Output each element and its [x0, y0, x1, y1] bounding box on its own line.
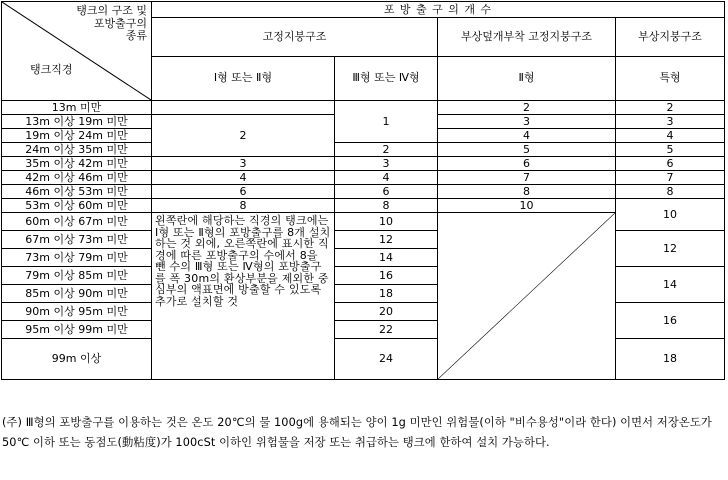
- diameter-cell: 99m 이상: [2, 339, 152, 380]
- diameter-cell: 60m 이상 67m 미만: [2, 213, 152, 231]
- header-subtype-3: Ⅱ형: [438, 56, 616, 100]
- value-cell: 3: [616, 115, 725, 129]
- value-cell: 8: [616, 185, 725, 199]
- diameter-cell: 79m 이상 85m 미만: [2, 267, 152, 285]
- value-cell: 14: [616, 267, 725, 303]
- diameter-cell: 35m 이상 42m 미만: [2, 157, 152, 171]
- value-cell: 18: [335, 285, 438, 303]
- diameter-cell: 13m 이상 19m 미만: [2, 115, 152, 129]
- diagonal-line: [438, 213, 615, 379]
- header-title: 포 방 출 구 의 개 수: [152, 2, 725, 18]
- value-cell: 8: [335, 199, 438, 213]
- value-cell: 4: [616, 129, 725, 143]
- value-cell: 8: [438, 185, 616, 199]
- value-cell: 24: [335, 339, 438, 380]
- value-cell: 8: [152, 199, 335, 213]
- value-cell: 1: [335, 101, 438, 143]
- header-corner-cell: [2, 2, 152, 101]
- value-cell: 4: [438, 129, 616, 143]
- value-cell: 3: [438, 115, 616, 129]
- header-group-floating-roof: 부상지붕구조: [616, 18, 725, 56]
- header-subtype-1: Ⅰ형 또는 Ⅱ형: [152, 56, 335, 100]
- value-cell: 10: [438, 199, 616, 213]
- not-applicable-cell: [438, 213, 616, 380]
- corner-bottom-label: 탱크직경: [30, 63, 73, 77]
- value-cell: 7: [616, 171, 725, 185]
- value-cell: 18: [616, 339, 725, 380]
- empty-cell: [152, 101, 335, 115]
- value-cell: 3: [335, 157, 438, 171]
- value-cell: 16: [616, 303, 725, 339]
- diameter-cell: 95m 이상 99m 미만: [2, 321, 152, 339]
- value-cell: 6: [438, 157, 616, 171]
- diameter-cell: 85m 이상 90m 미만: [2, 285, 152, 303]
- diameter-cell: 13m 미만: [2, 101, 152, 115]
- header-subtype-2: Ⅲ형 또는 Ⅳ형: [335, 56, 438, 100]
- value-cell: 3: [152, 157, 335, 171]
- header-group-fixed-roof: 고정지붕구조: [152, 18, 438, 56]
- value-cell: 4: [335, 171, 438, 185]
- value-cell: 2: [616, 101, 725, 115]
- diameter-cell: 90m 이상 95m 미만: [2, 303, 152, 321]
- value-cell: 5: [438, 143, 616, 157]
- value-cell: 2: [335, 143, 438, 157]
- value-cell: 6: [335, 185, 438, 199]
- value-cell: 2: [152, 115, 335, 157]
- value-cell: 20: [335, 303, 438, 321]
- diameter-cell: 42m 이상 46m 미만: [2, 171, 152, 185]
- note-cell: 왼쪽란에 해당하는 직경의 탱크에는 Ⅰ형 또는 Ⅱ형의 포방출구를 8개 설치하는 것 외에, 오른쪽란에 표시한 직경에 따른 포방출구의 수에서 8을 뺀 수의 Ⅲ형 또는 Ⅳ형의 포방출구를 폭 30m의 환상부분을 제외한 중심부의 액표면에 방출할 수 있도록 추가로 설치할 것: [152, 213, 335, 380]
- value-cell: 4: [152, 171, 335, 185]
- value-cell: 2: [438, 101, 616, 115]
- diameter-cell: 73m 이상 79m 미만: [2, 249, 152, 267]
- value-cell: 7: [438, 171, 616, 185]
- header-group-floating-cover: 부상덮개부착 고정지붕구조: [438, 18, 616, 56]
- diameter-cell: 24m 이상 35m 미만: [2, 143, 152, 157]
- value-cell: 12: [335, 231, 438, 249]
- value-cell: 12: [616, 231, 725, 267]
- value-cell: 6: [152, 185, 335, 199]
- diameter-cell: 46m 이상 53m 미만: [2, 185, 152, 199]
- diameter-cell: 67m 이상 73m 미만: [2, 231, 152, 249]
- header-subtype-4: 특형: [616, 56, 725, 100]
- diameter-cell: 53m 이상 60m 미만: [2, 199, 152, 213]
- value-cell: 22: [335, 321, 438, 339]
- footnote: (주) Ⅲ형의 포방출구를 이용하는 것은 온도 20℃의 물 100g에 용해되는 양이 1g 미만인 위험물(이하 "비수용성"이라 한다) 이면서 저장온도가 50℃ 이하 또는 동점도(動粘度)가 100cSt 이하인 위험물을 저장 또는 취급하는 탱크에 한하여 설치 가능하다.: [2, 416, 712, 449]
- corner-top-label: 탱크의 구조 및 포방출구의 종류: [76, 4, 147, 43]
- foam-outlet-table: [1, 1, 725, 380]
- value-cell: 6: [616, 157, 725, 171]
- value-cell: 5: [616, 143, 725, 157]
- value-cell: 14: [335, 249, 438, 267]
- value-cell: 10: [335, 213, 438, 231]
- diameter-cell: 19m 이상 24m 미만: [2, 129, 152, 143]
- value-cell: 16: [335, 267, 438, 285]
- value-cell: 10: [616, 199, 725, 231]
